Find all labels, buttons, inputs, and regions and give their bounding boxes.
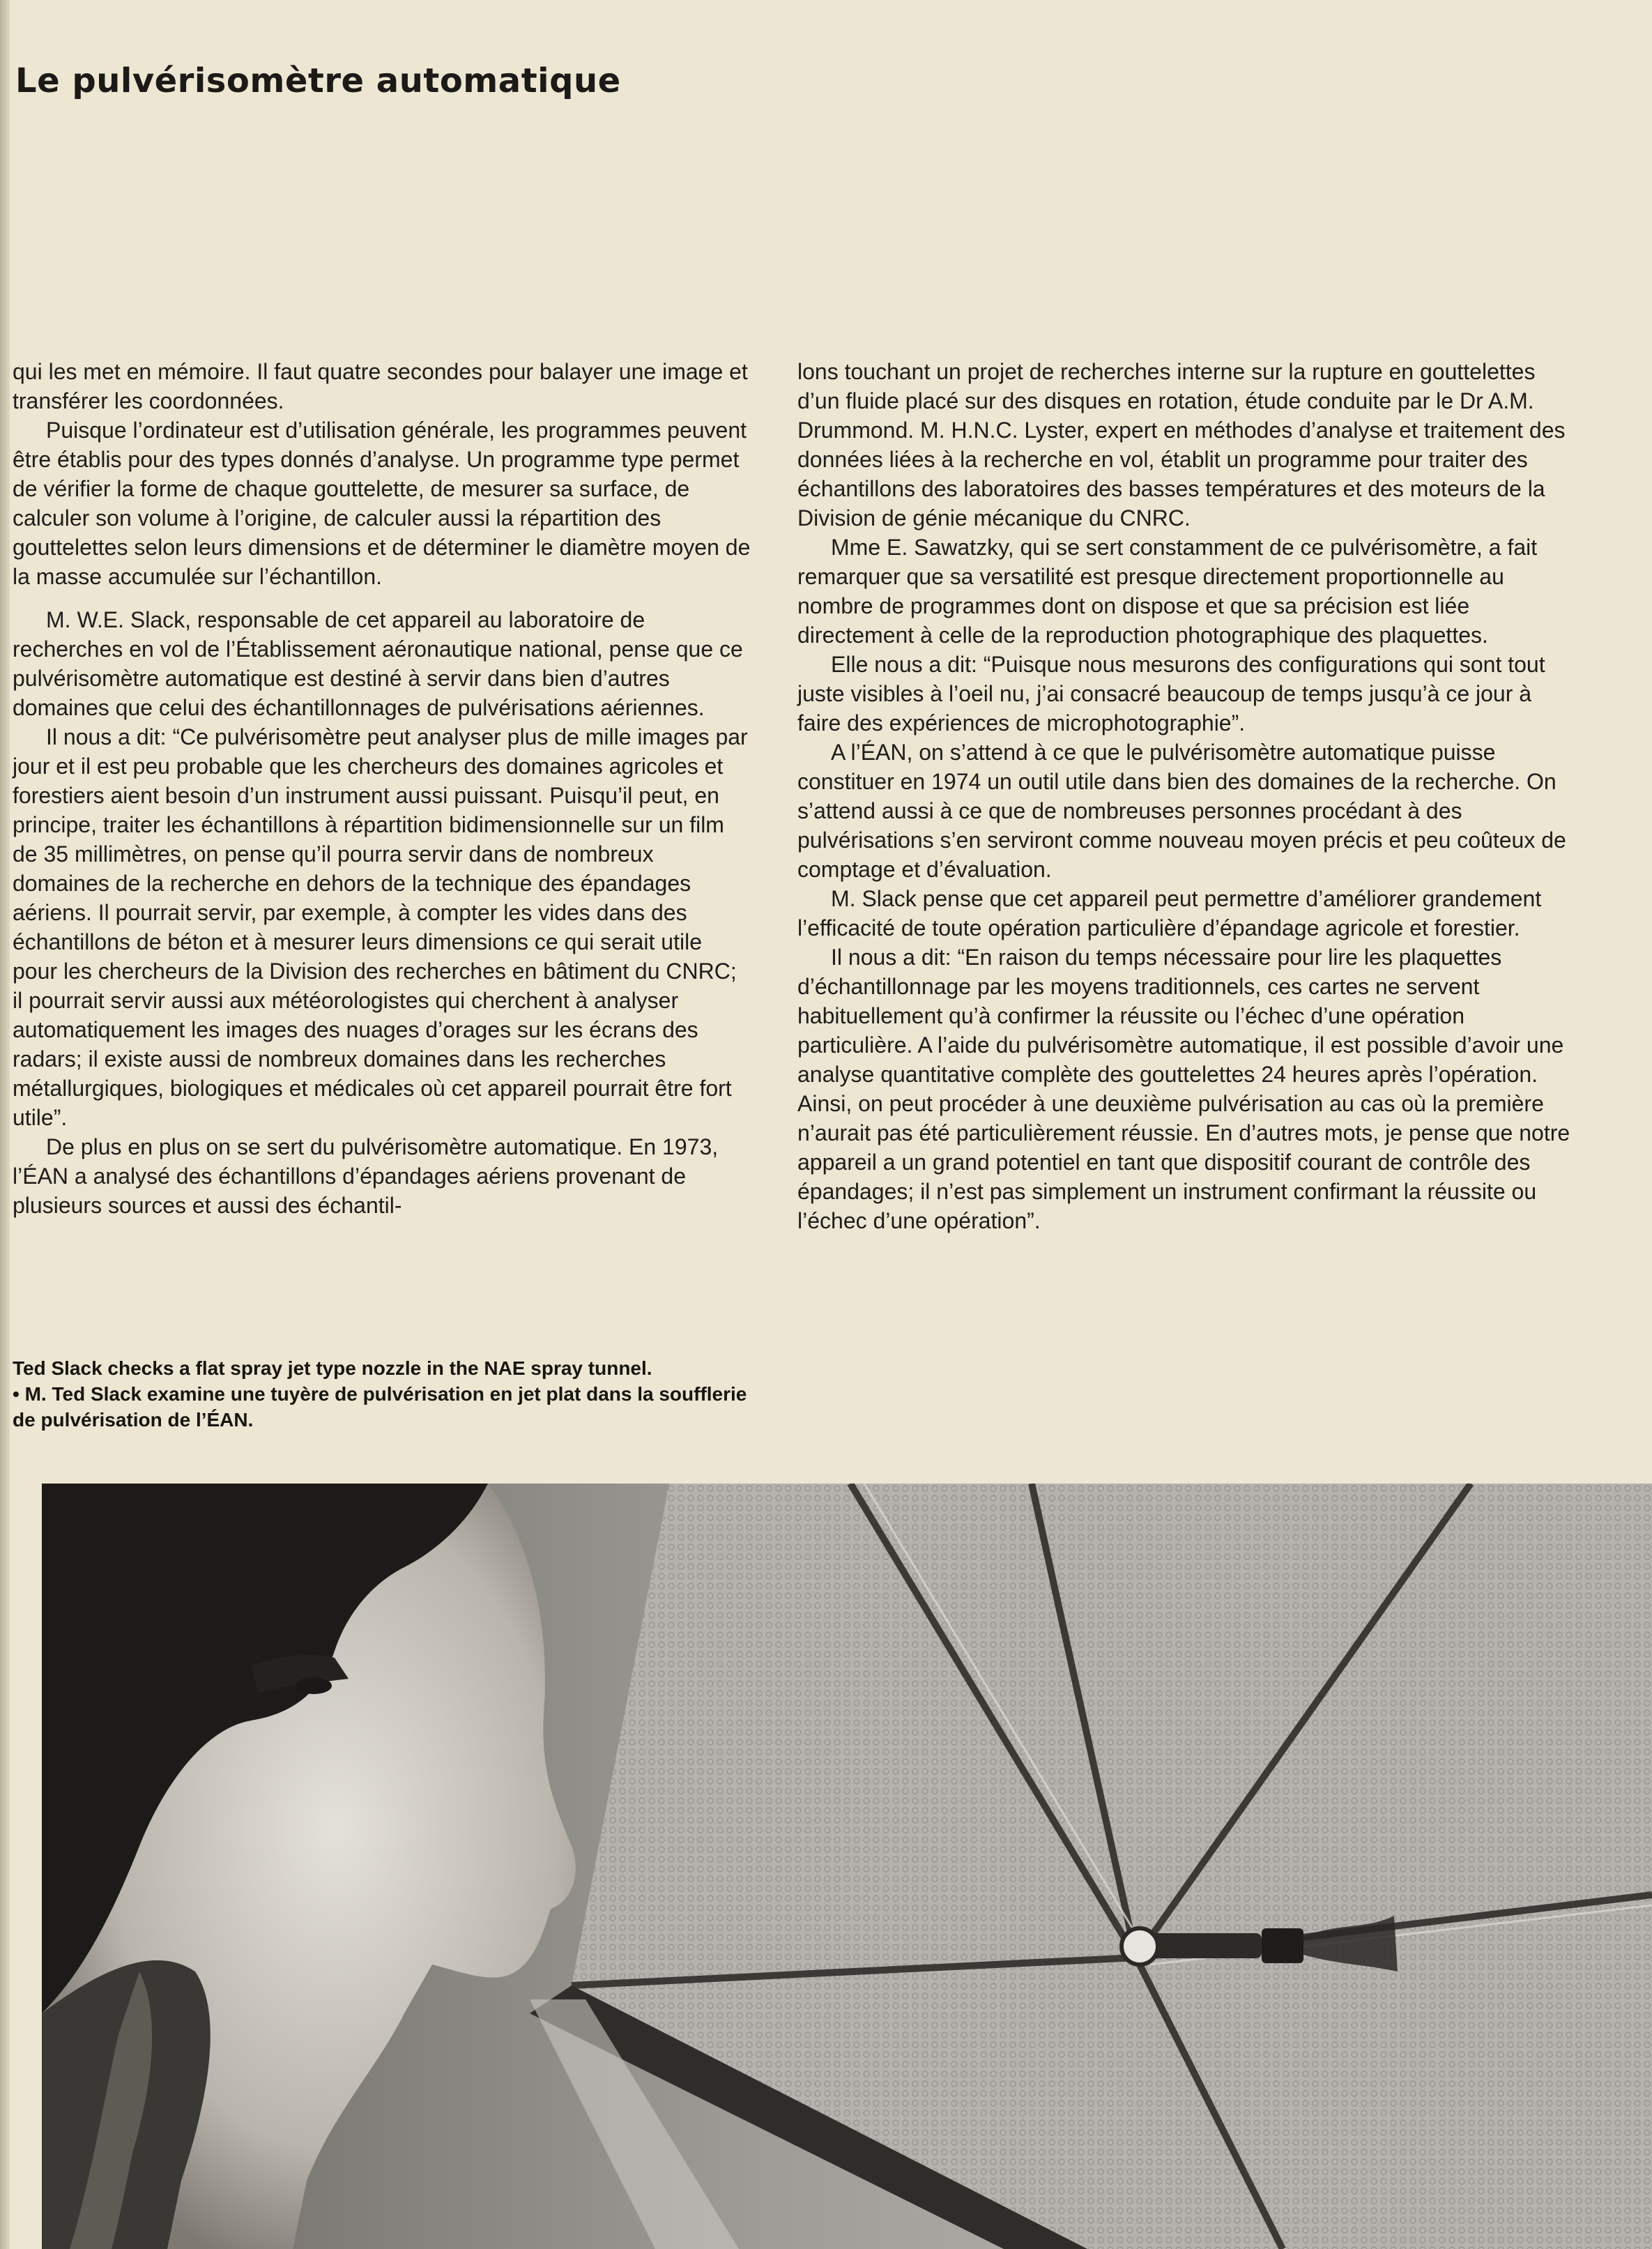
paragraph: Il nous a dit: “Ce pulvérisomètre peut analyser plus de mille images par jour et il est peu probable que les chercheurs des domaines agricoles et forestiers aient besoin d’un instrument aussi puissant. Puisqu’il peut, en principe, traiter les échantillons à répartition bidimensionnelle sur un film de 35 millimètres, on pense qu’il pourra servir dans de nombreux domaines de la recherche en dehors de la technique des épandages aériens. Il pourrait servir, par exemple, à compter les vides dans des échantillons de béton et à mesurer leurs dimensions ce qui serait utile pour les chercheurs de la Division des recherches en bâtiment du CNRC; il pourrait servir aussi aux météorologistes qui cherchent à analyser automatiquement les images des nuages d’orages sur les écrans des radars; il existe aussi de nombreux domaines dans les recherches métallurgiques, biologiques et médicales où cet appareil pourrait être fort utile”. bbox=[13, 724, 748, 1130]
paragraph: De plus en plus on se sert du pulvérisomètre automatique. En 1973, l’ÉAN a analysé des échantillons d’épandages aériens provenant de plusieurs sources et aussi des échantil- bbox=[13, 1134, 719, 1218]
paragraph: Mme E. Sawatzky, qui se sert constamment de ce pulvérisomètre, a fait remarquer que sa versatilité est presque directement proportionnelle au nombre de programmes dont on dispose et que sa précision est liée directement à celle de la reproduction photographique des plaquettes. bbox=[797, 535, 1538, 648]
paragraph: M. W.E. Slack, responsable de cet appareil au laboratoire de recherches en vol de l’Établissement aéronautique national, pense que ce pulvérisomètre automatique est destiné à servir dans bien d’autres domaines que celui des échantillonnages de pulvérisations aériennes. bbox=[13, 607, 743, 720]
right-text-column bbox=[797, 357, 1577, 1235]
paragraph: qui les met en mémoire. Il faut quatre secondes pour balayer une image et transférer les coordonnées. bbox=[13, 359, 748, 413]
paragraph: Il nous a dit: “En raison du temps nécessaire pour lire les plaquettes d’échantillonnage par les moyens traditionnels, ces cartes ne servent habituellement qu’à confirmer la réussite ou l’échec d’une opération particulière. A l’aide du pulvérisomètre automatique, il est possible d’avoir une analyse quantitative complète des gouttelettes 24 heures après l’opération. Ainsi, on peut procéder à une deuxième pulvérisation au cas où la première n’aurait pas été particulièrement réussie. En d’autres mots, je pense que notre appareil a un grand potentiel en tant que dispositif courant de contrôle des épandages; il n’est pas simplement un instrument confirmant la réussite ou l’échec d’une opération”. bbox=[797, 945, 1570, 1233]
photo-caption bbox=[13, 1355, 751, 1433]
page-binding-edge bbox=[0, 0, 10, 2249]
photo-illustration bbox=[42, 1484, 1652, 2249]
paragraph: Elle nous a dit: “Puisque nous mesurons des configurations qui sont tout juste visibles à l’oeil nu, j’ai consacré beaucoup de temps jusqu’à ce jour à faire des expériences de microphotographie”. bbox=[797, 652, 1545, 735]
paragraph: M. Slack pense que cet appareil peut permettre d’améliorer grandement l’efficacité de toute opération particulière d’épandage agricole et forestier. bbox=[797, 886, 1542, 940]
caption-english: Ted Slack checks a flat spray jet type nozzle in the NAE spray tunnel. bbox=[13, 1357, 652, 1379]
paragraph: lons touchant un projet de recherches interne sur la rupture en gouttelettes d’un fluide placé sur des disques en rotation, étude conduite par le Dr A.M. Drummond. M. H.N.C. Lyster, expert en méthodes d’analyse et traitement des données liées à la recherche en vol, établit un programme pour traiter des échantillons des laboratoires des basses températures et des moteurs de la Division de génie mécanique du CNRC. bbox=[797, 359, 1566, 531]
article-title: Le pulvérisomètre automatique bbox=[15, 61, 621, 100]
caption-french: • M. Ted Slack examine une tuyère de pulvérisation en jet plat dans la soufflerie de pulvérisation de l’ÉAN. bbox=[13, 1383, 747, 1431]
paragraph: Puisque l’ordinateur est d’utilisation générale, les programmes peuvent être établis pour des types donnés d’analyse. Un programme type permet de vérifier la forme de chaque gouttelette, de mesurer sa surface, de calculer son volume à l’origine, de calculer aussi la répartition des gouttelettes selon leurs dimensions et de déterminer le diamètre moyen de la masse accumulée sur l’échantillon. bbox=[13, 418, 751, 589]
paragraph: A l’ÉAN, on s’attend à ce que le pulvérisomètre automatique puisse constituer en 1974 un outil utile dans bien des domaines de la recherche. On s’attend aussi à ce que de nombreuses personnes procédant à des pulvérisations s’en serviront comme nouveau moyen précis et peu coûteux de comptage et d’évaluation. bbox=[797, 740, 1566, 882]
spray-tunnel-photo bbox=[42, 1484, 1652, 2249]
left-text-column bbox=[13, 357, 751, 1220]
